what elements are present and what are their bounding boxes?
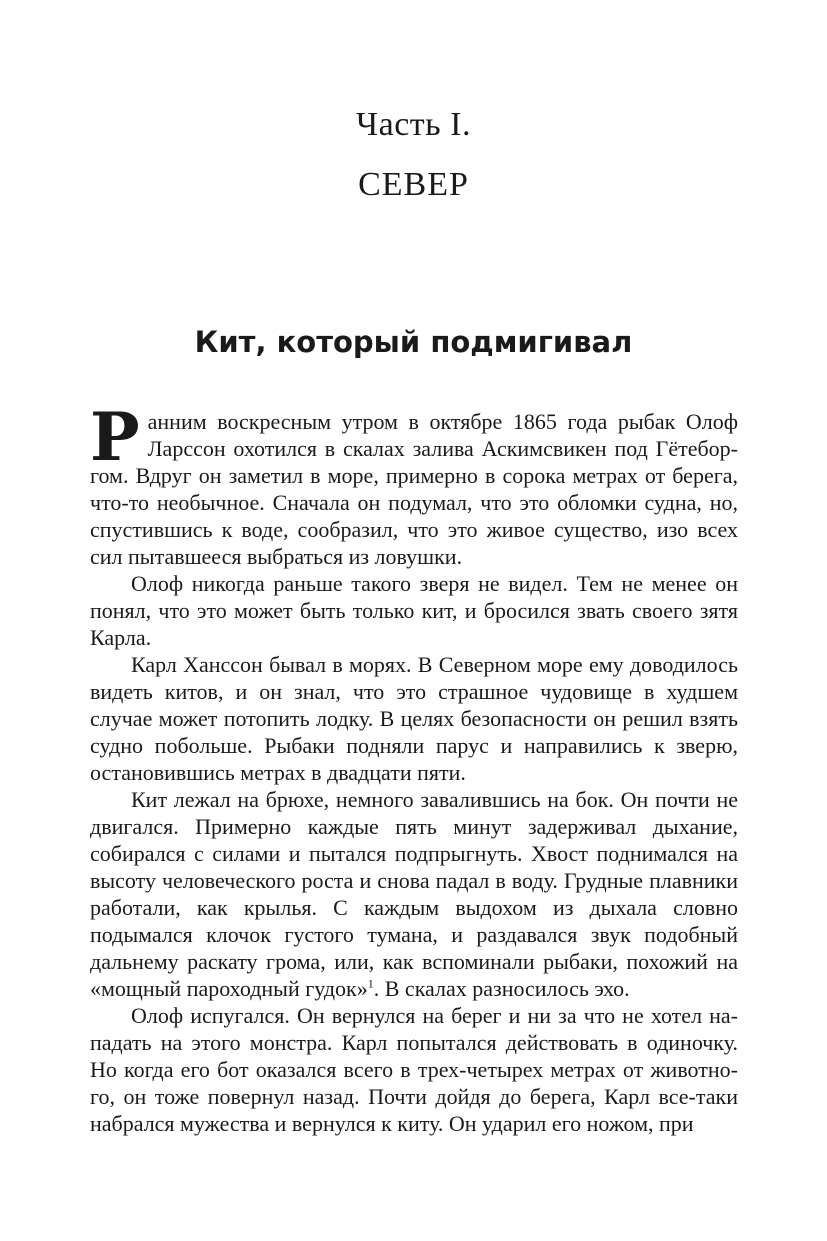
paragraph-4 xyxy=(90,786,738,1002)
part-label: Часть I. xyxy=(356,106,471,143)
part-subtitle: СЕВЕР xyxy=(358,166,469,203)
part-heading xyxy=(0,108,827,202)
footnote-ref[interactable]: 1 xyxy=(367,976,374,991)
paragraph-5: Олоф испугался. Он вернулся на берег и ни за что не хотел нападать на этого монстра. Карл попытался действовать в одиночку. Но когда его бот оказался всего в трех-четырех метрах от животного, он тоже повернул назад. Почти дойдя до берега, Карл все-таки набрался мужества и вернулся к киту. Он ударил его ножом, при xyxy=(90,1003,738,1136)
paragraph-3: Карл Ханссон бывал в морях. В Северном море ему доводилось видеть китов, и он знал, что это страшное чудовище в худшем случае может потопить лодку. В целях безопасности он решил взять судно побольше. Рыбаки подняли парус и направились к зверю, остановившись метрах в двадцати пяти. xyxy=(90,652,738,785)
drop-cap: Р xyxy=(90,398,140,476)
paragraph-1-text: анним воскресным утром в октябре 1865 года рыбак Олоф Ларссон охотился в скалах залива Аскимсвикен под Гётеборгом. Вдруг он заметил в море, примерно в сорока метрах от берега, что-то необычное. Сначала он подумал, что это обломки судна, но, спустившись к воде, сообразил, что это живое существо, изо всех сил пытавшееся выбраться из ловушки. xyxy=(90,409,738,569)
paragraph-1 xyxy=(90,398,738,570)
paragraph-4-text-before: Кит лежал на брюхе, немного завалившись на бок. Он почти не двигался. Примерно каждые пять минут задерживал дыхание, собирался с силами и пытался подпрыгнуть. Хвост поднимался на высоту человеческого роста и снова падал в воду. Грудные плавники работали, как крылья. С каждым выдохом из дыхала словно подымался клочок густого тумана, и раздавался звук подобный дальнему раскату грома, или, как вспоминали рыбаки, похожий на «мощный пароходный гудок» xyxy=(90,787,738,1001)
paragraph-2: Олоф никогда раньше такого зверя не видел. Тем не менее он понял, что это может быть только кит, и бросился звать своего зятя Карла. xyxy=(90,571,738,650)
paragraph-4-text-after: . В скалах разносилось эхо. xyxy=(373,976,630,1001)
chapter-title: Кит, который подмигивал xyxy=(194,325,633,359)
body-text xyxy=(90,398,738,1137)
